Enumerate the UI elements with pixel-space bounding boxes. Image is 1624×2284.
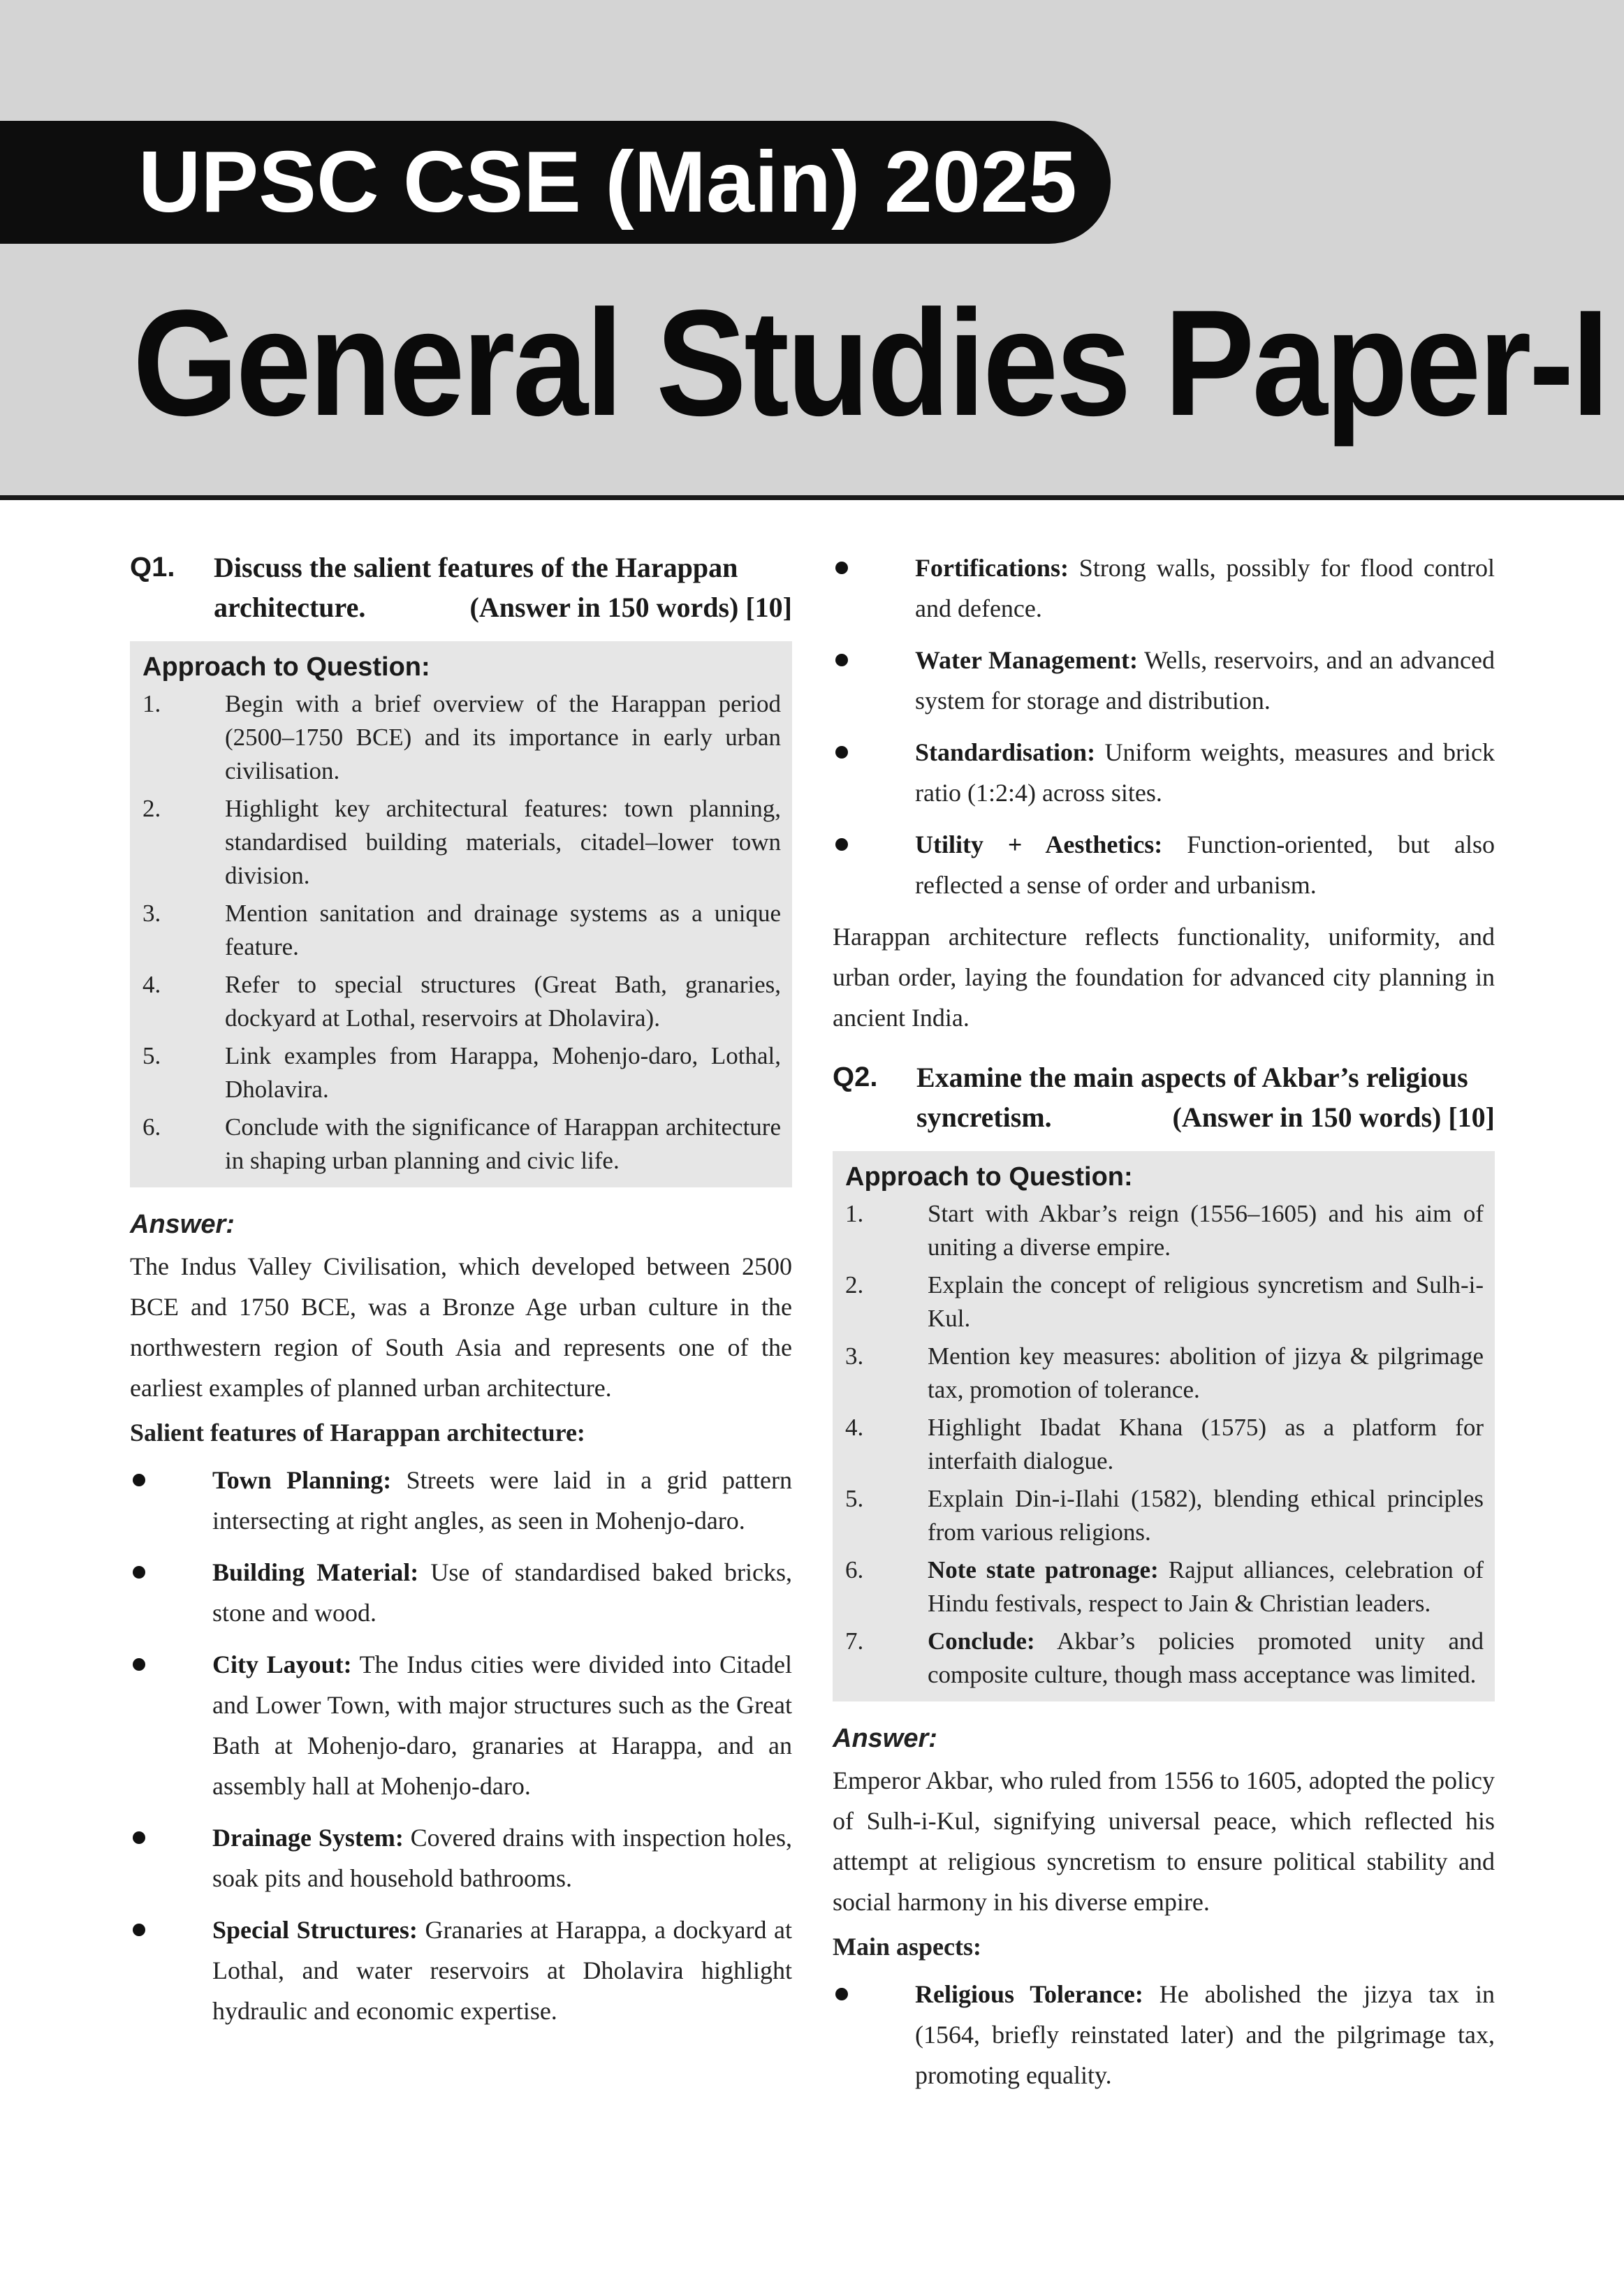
approach-title: Approach to Question: bbox=[142, 652, 430, 682]
approach-item: 4. Refer to special structures (Great Bath, granaries, dockyard at Lothal, reservoirs at Dholavira). bbox=[142, 971, 781, 1032]
features-heading: Salient features of Harappan architecture: bbox=[130, 1419, 585, 1447]
bullet-icon bbox=[833, 1974, 915, 2095]
left-column bbox=[130, 548, 792, 2042]
bullet-icon bbox=[130, 1910, 212, 2031]
approach-item: 1. Start with Akbar’s reign (1556–1605) and his aim of uniting a diverse empire. bbox=[845, 1200, 1484, 1261]
question-1 bbox=[130, 548, 792, 627]
list-item: Religious Tolerance: He abolished the jizya tax in (1564, briefly reinstated later) and the pilgrimage tax, promoting equality. bbox=[833, 1974, 1495, 2095]
approach-item: 3. Mention key measures: abolition of jizya & pilgrimage tax, promotion of tolerance. bbox=[845, 1342, 1484, 1403]
answer-label: Answer: bbox=[130, 1210, 235, 1239]
list-item: Utility + Aesthetics: Function-oriented, but also reflected a sense of order and urbanism. bbox=[833, 824, 1495, 905]
approach-item: 6. Conclude with the significance of Harappan architecture in shaping urban planning and civic life. bbox=[142, 1113, 781, 1174]
question-number: Q1. bbox=[130, 552, 175, 583]
question-number: Q2. bbox=[833, 1062, 878, 1092]
approach-item: 5. Link examples from Harappa, Mohenjo-daro, Lothal, Dholavira. bbox=[142, 1042, 781, 1103]
bullet-icon bbox=[130, 1552, 212, 1633]
answer-intro: The Indus Valley Civilisation, which developed between 2500 BCE and 1750 BCE, was a Bronze Age urban culture in the northwestern region of South Asia and represents one of the earliest examples of planned urban architecture. bbox=[130, 1252, 792, 1402]
bullet-icon bbox=[833, 548, 915, 629]
bullet-icon bbox=[130, 1817, 212, 1898]
question-text: syncretism. bbox=[916, 1101, 1052, 1133]
list-item: Special Structures: Granaries at Harappa, a dockyard at Lothal, and water reservoirs at Dholavira highlight hydraulic and economic expertise. bbox=[130, 1910, 792, 2031]
bullet-icon bbox=[833, 640, 915, 721]
exam-title: UPSC CSE (Main) 2025 bbox=[138, 134, 1077, 230]
question-text: architecture. bbox=[214, 592, 366, 623]
header-divider bbox=[0, 495, 1624, 500]
approach-box bbox=[833, 1151, 1495, 1701]
right-column bbox=[833, 548, 1495, 2107]
list-item: Standardisation: Uniform weights, measures and brick ratio (1:2:4) across sites. bbox=[833, 732, 1495, 813]
list-item: Fortifications: Strong walls, possibly for flood control and defence. bbox=[833, 548, 1495, 629]
question-text: Examine the main aspects of Akbar’s religious bbox=[916, 1062, 1468, 1093]
list-item: Drainage System: Covered drains with inspection holes, soak pits and household bathrooms. bbox=[130, 1817, 792, 1898]
answer-intro: Emperor Akbar, who ruled from 1556 to 1605, adopted the policy of Sulh-i-Kul, signifying universal peace, which reflected his attempt at religious syncretism to ensure political stability and social harmony in his diverse empire. bbox=[833, 1766, 1495, 1916]
approach-box bbox=[130, 641, 792, 1187]
approach-item: 2. Explain the concept of religious syncretism and Sulh-i-Kul. bbox=[845, 1271, 1484, 1332]
paper-title: General Studies Paper-I bbox=[133, 278, 1607, 447]
answer-label: Answer: bbox=[833, 1724, 937, 1753]
approach-item: 2. Highlight key architectural features: town planning, standardised building materials, citadel–lower town division. bbox=[142, 795, 781, 889]
approach-item: 1. Begin with a brief overview of the Harappan period (2500–1750 BCE) and its importance in early urban civilisation. bbox=[142, 690, 781, 784]
approach-item: 3. Mention sanitation and drainage systems as a unique feature. bbox=[142, 900, 781, 960]
question-text: Discuss the salient features of the Harappan bbox=[214, 552, 738, 583]
answer-conclusion: Harappan architecture reflects functionality, uniformity, and urban order, laying the foundation for advanced city planning in ancient India. bbox=[833, 923, 1495, 1032]
approach-item: 6. Note state patronage: Rajput alliances, celebration of Hindu festivals, respect to Jain & Christian leaders. bbox=[845, 1556, 1484, 1617]
question-marks: (Answer in 150 words) [10] bbox=[1172, 1101, 1495, 1133]
approach-item: 7. Conclude: Akbar’s policies promoted unity and composite culture, though mass acceptance was limited. bbox=[845, 1627, 1484, 1688]
bullet-icon bbox=[833, 824, 915, 905]
bullet-icon bbox=[130, 1460, 212, 1541]
list-item: Town Planning: Streets were laid in a grid pattern intersecting at right angles, as seen in Mohenjo-daro. bbox=[130, 1460, 792, 1541]
approach-item: 5. Explain Din-i-Ilahi (1582), blending ethical principles from various religions. bbox=[845, 1485, 1484, 1546]
approach-title: Approach to Question: bbox=[845, 1162, 1133, 1192]
aspects-heading: Main aspects: bbox=[833, 1933, 981, 1961]
list-item: Building Material: Use of standardised baked bricks, stone and wood. bbox=[130, 1552, 792, 1633]
question-marks: (Answer in 150 words) [10] bbox=[469, 592, 792, 623]
list-item: Water Management: Wells, reservoirs, and an advanced system for storage and distribution. bbox=[833, 640, 1495, 721]
question-2 bbox=[833, 1057, 1495, 1137]
approach-item: 4. Highlight Ibadat Khana (1575) as a platform for interfaith dialogue. bbox=[845, 1414, 1484, 1474]
bullet-icon bbox=[833, 732, 915, 813]
list-item: City Layout: The Indus cities were divided into Citadel and Lower Town, with major structures such as the Great Bath at Mohenjo-daro, granaries at Harappa, and an assembly hall at Mohenjo-daro. bbox=[130, 1644, 792, 1806]
bullet-icon bbox=[130, 1644, 212, 1806]
